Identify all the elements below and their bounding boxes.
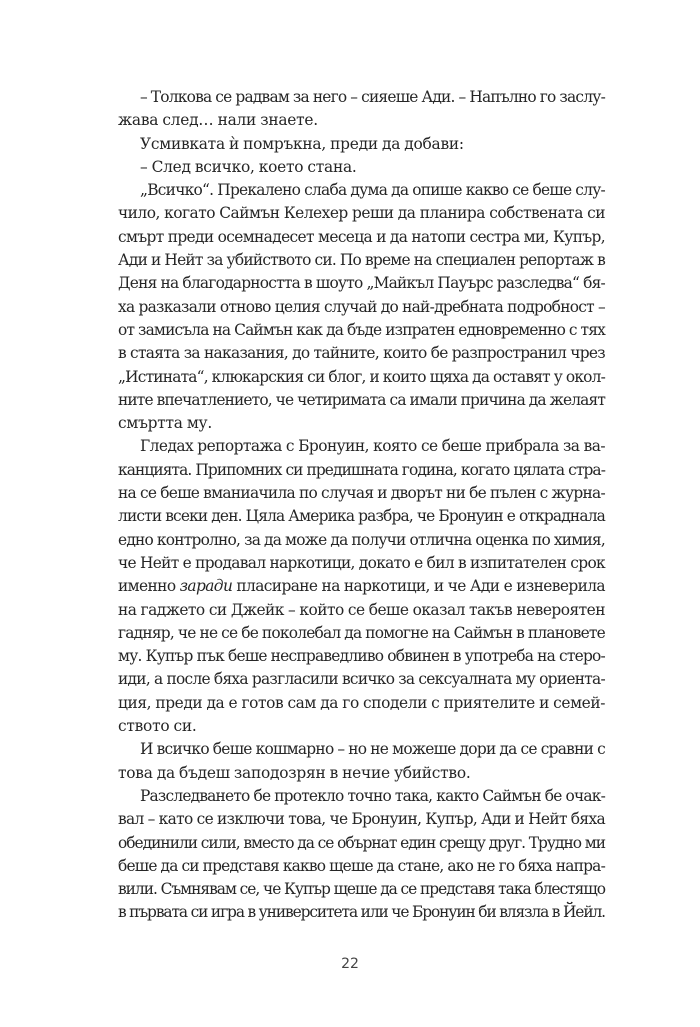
text-line: на се беше вманиачила по случая и дворът ни бе пълен с журна- [118,484,605,503]
text-line: вили. Съмнявам се, че Купър щеше да се представя така блестящо [118,880,605,899]
text-line: жава след… нали знаете. [118,111,318,130]
text-line: Усмивката ѝ помръкна, преди да добави: [140,134,464,153]
text-line: И всичко беше кошмарно – но не можеше дори да се сравни с [140,740,605,759]
text-line: смъртта му. [118,414,213,433]
text-line: че Нейт е продавал наркотици, докато е бил в изпитателен срок [118,553,605,572]
text-line: Деня на благодарността в шоуто „Майкъл Пауърс разследва“ бя- [118,274,605,293]
text-line: – Толкова се радвам за него – сияеше Ади. – Напълно го заслу- [140,88,605,106]
text-line: чило, когато Саймън Келехер реши да планира собствената си [118,204,605,223]
text-line-mixed [118,575,605,598]
text-line: канцията. Припомних си предишната година, когато цялата стра- [118,460,605,479]
text-line: на гаджето си Джейк – който се беше оказал такъв невероятен [118,600,605,619]
text-line: иди, а после бяха разгласили всичко за сексуалната му ориента- [118,670,605,689]
text-line: от замисъла на Саймън как да бъде изпратен едновременно с тях [118,320,605,339]
emphasis-word: заради [179,577,233,596]
text-line: листи всеки ден. Цяла Америка разбра, че Бронуин е откраднала [118,507,605,526]
text-line: „Истината“, клюкарския си блог, и които щяха да оставят у окол- [118,367,605,386]
text-line: ция, преди да е готов сам да го сподели с приятелите и семей- [118,693,605,712]
text-line: ните впечатлението, че четиримата са имали причина да желаят [118,390,605,409]
text-line: това да бъдеш заподозрян в нечие убийство. [118,763,471,782]
text-fragment: именно [118,577,176,596]
text-line: – След всичко, което стана. [140,157,357,176]
text-line: му. Купър пък беше несправедливо обвинен в употреба на стеро- [118,647,605,666]
text-line: обединили сили, вместо да се обърнат един срещу друг. Трудно ми [118,833,605,852]
page-number: 22 [341,956,359,972]
text-line: Гледах репортажа с Бронуин, която се беше прибрала за ва- [140,437,605,456]
text-line: едно контролно, за да може да получи отлична оценка по химия, [118,530,605,549]
body-text [118,86,605,925]
text-line: Разследването бе протекло точно така, както Саймън бе очак- [140,786,605,805]
text-line: ството си. [118,717,197,736]
text-line: Ади и Нейт за убийството си. По време на специален репортаж в [118,251,605,270]
text-line: в първата си игра в университета или че Бронуин би влязла в Йейл. [118,903,605,922]
text-line: беше да си представя какво щеше да стане, ако не го бяха напра- [118,856,605,875]
text-line: ха разказали отново целия случай до най-дребната подробност – [118,297,605,316]
text-line: смърт преди осемнадесет месеца и да натопи сестра ми, Купър, [118,227,605,246]
text-line: гадняр, че не се бе поколебал да помогне на Саймън в плановете [118,623,605,642]
text-line: вал – като се изключи това, че Бронуин, Купър, Ади и Нейт бяха [118,810,605,829]
text-line: в стаята за наказания, до тайните, които бе разпространил чрез [118,344,605,363]
text-line: „Всичко“. Прекалено слаба дума да опише какво се беше слу- [140,181,605,200]
text-fragment: пласиране на наркотици, и че Ади е изневерила [236,577,605,596]
